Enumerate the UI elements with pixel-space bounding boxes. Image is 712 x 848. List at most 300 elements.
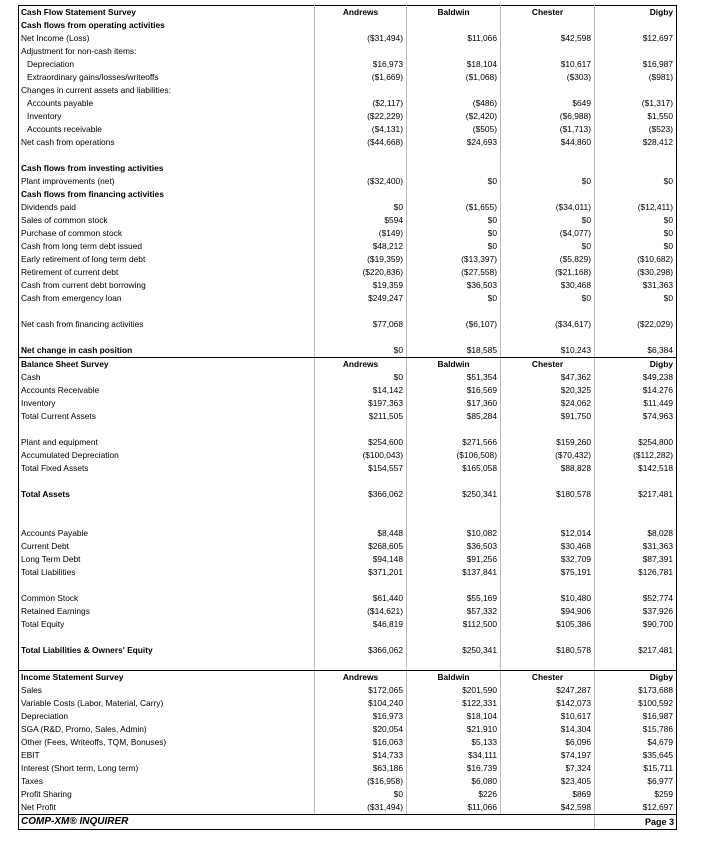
cell-value: $30,468: [501, 279, 595, 292]
row-label: [19, 423, 315, 436]
cell-value: ($220,836): [315, 266, 407, 279]
cell-value: $30,468: [501, 540, 595, 553]
cell-value: $259: [595, 788, 677, 801]
cell-value: $46,819: [315, 618, 407, 631]
cell-value: $85,284: [407, 410, 501, 423]
row-label: Total Current Assets: [19, 410, 315, 423]
table-row: [19, 801, 677, 815]
cell-value: ($1,068): [407, 71, 501, 84]
row-label: [19, 501, 315, 514]
cell-value: $0: [407, 227, 501, 240]
cell-value: $94,148: [315, 553, 407, 566]
cell-value: $16,987: [595, 710, 677, 723]
table-row: [19, 279, 677, 292]
cell-value: $91,256: [407, 553, 501, 566]
cell-value: $142,518: [595, 462, 677, 475]
cell-value: [595, 84, 677, 97]
row-label: Cash flows from investing activities: [19, 162, 315, 175]
cell-value: $14,304: [501, 723, 595, 736]
cell-value: $0: [595, 227, 677, 240]
footer-row: [19, 815, 677, 830]
row-label: Depreciation: [19, 58, 315, 71]
cell-value: [407, 514, 501, 527]
row-label: Accounts receivable: [19, 123, 315, 136]
cell-value: [501, 657, 595, 671]
row-label: Cash: [19, 371, 315, 384]
table-row: [19, 240, 677, 253]
row-label: Extraordinary gains/losses/writeoffs: [19, 71, 315, 84]
table-row: [19, 227, 677, 240]
table-row: [19, 136, 677, 149]
cell-value: [407, 501, 501, 514]
cell-value: $0: [595, 292, 677, 305]
cell-value: [407, 84, 501, 97]
cell-value: $5,133: [407, 736, 501, 749]
cell-value: ($505): [407, 123, 501, 136]
row-label: Accounts Payable: [19, 527, 315, 540]
cell-value: [501, 45, 595, 58]
row-label: Total Liabilities: [19, 566, 315, 579]
table-row: [19, 201, 677, 214]
cell-value: [501, 84, 595, 97]
cell-value: $42,598: [501, 801, 595, 815]
row-label: Accumulated Depreciation: [19, 449, 315, 462]
row-label: Accounts Receivable: [19, 384, 315, 397]
row-label: Early retirement of long term debt: [19, 253, 315, 266]
cell-value: $36,503: [407, 279, 501, 292]
cell-value: $8,448: [315, 527, 407, 540]
row-label: Net change in cash position: [19, 344, 315, 358]
table-row: [19, 97, 677, 110]
row-label: Sales: [19, 684, 315, 697]
report-sheet: [18, 5, 676, 830]
cell-value: $88,828: [501, 462, 595, 475]
cell-value: $0: [315, 371, 407, 384]
cell-value: [595, 475, 677, 488]
cell-value: $0: [501, 240, 595, 253]
table-row: [19, 540, 677, 553]
table-row: [19, 527, 677, 540]
cell-value: ($4,131): [315, 123, 407, 136]
cell-value: $217,481: [595, 488, 677, 501]
row-label: Net Profit: [19, 801, 315, 815]
table-row: [19, 618, 677, 631]
cell-value: [315, 45, 407, 58]
row-label: Interest (Short term, Long term): [19, 762, 315, 775]
row-label: [19, 331, 315, 344]
cell-value: [407, 305, 501, 318]
row-label: [19, 657, 315, 671]
row-label: Variable Costs (Labor, Material, Carry): [19, 697, 315, 710]
subsection-header-row: [19, 162, 677, 175]
cell-value: $49,238: [595, 371, 677, 384]
cell-value: $31,363: [595, 540, 677, 553]
row-label: Common Stock: [19, 592, 315, 605]
row-label: Cash flows from financing activities: [19, 188, 315, 201]
row-label: Profit Sharing: [19, 788, 315, 801]
cell-value: $105,386: [501, 618, 595, 631]
cell-value: [501, 188, 595, 201]
cell-value: $0: [595, 214, 677, 227]
table-row: [19, 384, 677, 397]
table-row: [19, 449, 677, 462]
cell-value: $16,987: [595, 58, 677, 71]
cell-value: $15,786: [595, 723, 677, 736]
cell-value: $6,080: [407, 775, 501, 788]
cell-value: $268,605: [315, 540, 407, 553]
table-row: [19, 723, 677, 736]
cell-value: $48,212: [315, 240, 407, 253]
table-row: [19, 566, 677, 579]
cell-value: $18,104: [407, 58, 501, 71]
cell-value: $6,096: [501, 736, 595, 749]
cell-value: $44,860: [501, 136, 595, 149]
cell-value: ($1,655): [407, 201, 501, 214]
cell-value: $12,697: [595, 32, 677, 45]
row-label: Total Assets: [19, 488, 315, 501]
cell-value: $250,341: [407, 488, 501, 501]
cell-value: $217,481: [595, 644, 677, 657]
cell-value: $11,449: [595, 397, 677, 410]
cell-value: $254,800: [595, 436, 677, 449]
row-label: Total Fixed Assets: [19, 462, 315, 475]
table-row: [19, 605, 677, 618]
table-row: [19, 71, 677, 84]
row-label: Income Statement Survey: [19, 671, 315, 685]
cell-value: [315, 149, 407, 162]
cell-value: $28,412: [595, 136, 677, 149]
cell-value: [315, 579, 407, 592]
row-label: Retirement of current debt: [19, 266, 315, 279]
cell-value: $366,062: [315, 488, 407, 501]
cell-value: $371,201: [315, 566, 407, 579]
row-label: Net cash from operations: [19, 136, 315, 149]
cell-value: ($32,400): [315, 175, 407, 188]
table-row: [19, 684, 677, 697]
cell-value: $94,906: [501, 605, 595, 618]
row-label: Cash from long term debt issued: [19, 240, 315, 253]
cell-value: $0: [595, 175, 677, 188]
cell-value: ($70,432): [501, 449, 595, 462]
section-header-row: [19, 6, 677, 20]
cell-value: $63,186: [315, 762, 407, 775]
table-row: [19, 788, 677, 801]
cell-value: $0: [315, 344, 407, 358]
spacer-row: [19, 657, 677, 671]
cell-value: ($149): [315, 227, 407, 240]
cell-value: ($2,117): [315, 97, 407, 110]
cell-value: $1,550: [595, 110, 677, 123]
cell-value: [315, 19, 407, 32]
cell-value: [595, 162, 677, 175]
company-header: Chester: [501, 6, 595, 20]
row-label: Long Term Debt: [19, 553, 315, 566]
cell-value: [407, 45, 501, 58]
cell-value: $24,693: [407, 136, 501, 149]
cell-value: $211,505: [315, 410, 407, 423]
table-row: [19, 214, 677, 227]
cell-value: $10,617: [501, 58, 595, 71]
spacer-row: [19, 514, 677, 527]
cell-value: $180,578: [501, 488, 595, 501]
cell-value: [315, 657, 407, 671]
cell-value: $0: [407, 240, 501, 253]
row-label: Other (Fees, Writeoffs, TQM, Bonuses): [19, 736, 315, 749]
row-label: [19, 579, 315, 592]
cell-value: ($2,420): [407, 110, 501, 123]
cell-value: ($523): [595, 123, 677, 136]
cell-value: [595, 188, 677, 201]
cell-value: $23,405: [501, 775, 595, 788]
cell-value: $16,973: [315, 710, 407, 723]
cell-value: [595, 45, 677, 58]
cell-value: [315, 475, 407, 488]
subsection-header-row: [19, 19, 677, 32]
cell-value: ($4,077): [501, 227, 595, 240]
cell-value: ($1,669): [315, 71, 407, 84]
cell-value: [315, 631, 407, 644]
cell-value: [501, 423, 595, 436]
row-label: Dividends paid: [19, 201, 315, 214]
cell-value: [501, 162, 595, 175]
cell-value: $16,739: [407, 762, 501, 775]
cell-value: $197,363: [315, 397, 407, 410]
cell-value: ($27,558): [407, 266, 501, 279]
spacer-row: [19, 305, 677, 318]
cell-value: $18,585: [407, 344, 501, 358]
row-label: Purchase of common stock: [19, 227, 315, 240]
cell-value: [501, 631, 595, 644]
cell-value: ($31,494): [315, 32, 407, 45]
row-label: [19, 475, 315, 488]
row-label: Net cash from financing activities: [19, 318, 315, 331]
cell-value: ($22,029): [595, 318, 677, 331]
cell-value: $20,054: [315, 723, 407, 736]
cell-value: ($6,988): [501, 110, 595, 123]
cell-value: [595, 657, 677, 671]
row-label: SGA (R&D, Promo, Sales, Admin): [19, 723, 315, 736]
cell-value: $271,566: [407, 436, 501, 449]
table-row: [19, 553, 677, 566]
table-row: [19, 462, 677, 475]
cell-value: ($14,621): [315, 605, 407, 618]
spacer-row: [19, 331, 677, 344]
cell-value: $159,260: [501, 436, 595, 449]
table-row: [19, 344, 677, 358]
row-label: [19, 305, 315, 318]
row-label: Changes in current assets and liabilities:: [19, 84, 315, 97]
cell-value: $8,028: [595, 527, 677, 540]
cell-value: [407, 475, 501, 488]
cell-value: $10,243: [501, 344, 595, 358]
cell-value: ($100,043): [315, 449, 407, 462]
cell-value: $15,711: [595, 762, 677, 775]
table-row: [19, 318, 677, 331]
company-header: Andrews: [315, 671, 407, 685]
row-label: Sales of common stock: [19, 214, 315, 227]
cell-value: $20,325: [501, 384, 595, 397]
cell-value: [407, 162, 501, 175]
cell-value: $112,500: [407, 618, 501, 631]
row-label: [19, 149, 315, 162]
row-label: Accounts payable: [19, 97, 315, 110]
cell-value: [595, 579, 677, 592]
cell-value: ($34,617): [501, 318, 595, 331]
cell-value: $226: [407, 788, 501, 801]
cell-value: [595, 331, 677, 344]
cell-value: [595, 423, 677, 436]
cell-value: $4,679: [595, 736, 677, 749]
company-header: Andrews: [315, 6, 407, 20]
cell-value: [501, 501, 595, 514]
spacer-row: [19, 631, 677, 644]
cell-value: [315, 514, 407, 527]
cell-value: $74,963: [595, 410, 677, 423]
cell-value: $11,066: [407, 801, 501, 815]
cell-value: $172,065: [315, 684, 407, 697]
cell-value: [595, 305, 677, 318]
cell-value: [315, 162, 407, 175]
cell-value: ($6,107): [407, 318, 501, 331]
cell-value: $165,058: [407, 462, 501, 475]
row-label: Retained Earnings: [19, 605, 315, 618]
section-header-row: [19, 358, 677, 372]
table-row: [19, 292, 677, 305]
cell-value: $77,068: [315, 318, 407, 331]
cell-value: [407, 579, 501, 592]
cell-value: $366,062: [315, 644, 407, 657]
table-row: [19, 371, 677, 384]
cell-value: [501, 579, 595, 592]
cell-value: $250,341: [407, 644, 501, 657]
cell-value: $36,503: [407, 540, 501, 553]
cell-value: $34,111: [407, 749, 501, 762]
cell-value: $51,354: [407, 371, 501, 384]
row-label: Cash from emergency loan: [19, 292, 315, 305]
cell-value: [315, 423, 407, 436]
spacer-row: [19, 423, 677, 436]
company-header: Baldwin: [407, 358, 501, 372]
cell-value: $21,910: [407, 723, 501, 736]
cell-value: ($1,713): [501, 123, 595, 136]
page-number: Page 3: [595, 815, 677, 830]
cell-value: $10,082: [407, 527, 501, 540]
cell-value: [595, 19, 677, 32]
cell-value: [595, 501, 677, 514]
cell-value: [407, 19, 501, 32]
company-header: Digby: [595, 671, 677, 685]
cell-value: ($34,011): [501, 201, 595, 214]
subsection-header-row: [19, 188, 677, 201]
cell-value: $55,169: [407, 592, 501, 605]
cell-value: $12,014: [501, 527, 595, 540]
cell-value: $19,359: [315, 279, 407, 292]
company-header: Digby: [595, 358, 677, 372]
table-row: [19, 123, 677, 136]
company-header: Chester: [501, 671, 595, 685]
cell-value: $100,592: [595, 697, 677, 710]
cell-value: $16,973: [315, 58, 407, 71]
cell-value: ($1,317): [595, 97, 677, 110]
cell-value: $14,733: [315, 749, 407, 762]
cell-value: [407, 188, 501, 201]
cell-value: $0: [407, 175, 501, 188]
cell-value: [595, 149, 677, 162]
table-row: [19, 175, 677, 188]
cell-value: $104,240: [315, 697, 407, 710]
cell-value: $0: [595, 240, 677, 253]
cell-value: $16,569: [407, 384, 501, 397]
row-label: Cash flows from operating activities: [19, 19, 315, 32]
cell-value: [315, 84, 407, 97]
cell-value: $47,362: [501, 371, 595, 384]
table-row: [19, 58, 677, 71]
row-label: Current Debt: [19, 540, 315, 553]
table-row: [19, 762, 677, 775]
row-label: Inventory: [19, 110, 315, 123]
cell-value: $0: [315, 201, 407, 214]
cell-value: $74,197: [501, 749, 595, 762]
row-label: [19, 514, 315, 527]
cell-value: ($16,958): [315, 775, 407, 788]
cell-value: $6,977: [595, 775, 677, 788]
cell-value: [501, 331, 595, 344]
cell-value: $154,557: [315, 462, 407, 475]
cell-value: $32,709: [501, 553, 595, 566]
cell-value: ($30,298): [595, 266, 677, 279]
table-row: [19, 410, 677, 423]
table-row: [19, 84, 677, 97]
cell-value: $16,063: [315, 736, 407, 749]
row-label: Total Liabilities & Owners' Equity: [19, 644, 315, 657]
cell-value: ($106,508): [407, 449, 501, 462]
cell-value: $10,480: [501, 592, 595, 605]
cell-value: [407, 423, 501, 436]
spacer-row: [19, 475, 677, 488]
row-label: Inventory: [19, 397, 315, 410]
cell-value: [315, 188, 407, 201]
cell-value: [407, 149, 501, 162]
cell-value: ($10,682): [595, 253, 677, 266]
cell-value: [315, 501, 407, 514]
cell-value: [501, 514, 595, 527]
table-row: [19, 45, 677, 58]
cell-value: [501, 305, 595, 318]
cell-value: $14,276: [595, 384, 677, 397]
cell-value: $649: [501, 97, 595, 110]
cell-value: ($5,829): [501, 253, 595, 266]
cell-value: $122,331: [407, 697, 501, 710]
cell-value: $24,062: [501, 397, 595, 410]
cell-value: $87,391: [595, 553, 677, 566]
cell-value: ($112,282): [595, 449, 677, 462]
table-row: [19, 749, 677, 762]
row-label: Cash from current debt borrowing: [19, 279, 315, 292]
spacer-row: [19, 501, 677, 514]
cell-value: ($21,168): [501, 266, 595, 279]
cell-value: $18,104: [407, 710, 501, 723]
cell-value: $142,073: [501, 697, 595, 710]
row-label: [19, 631, 315, 644]
cell-value: ($31,494): [315, 801, 407, 815]
cell-value: $0: [315, 788, 407, 801]
row-label: Total Equity: [19, 618, 315, 631]
table-row: [19, 697, 677, 710]
company-header: Baldwin: [407, 6, 501, 20]
company-header: Chester: [501, 358, 595, 372]
total-row: [19, 644, 677, 657]
cell-value: $247,287: [501, 684, 595, 697]
